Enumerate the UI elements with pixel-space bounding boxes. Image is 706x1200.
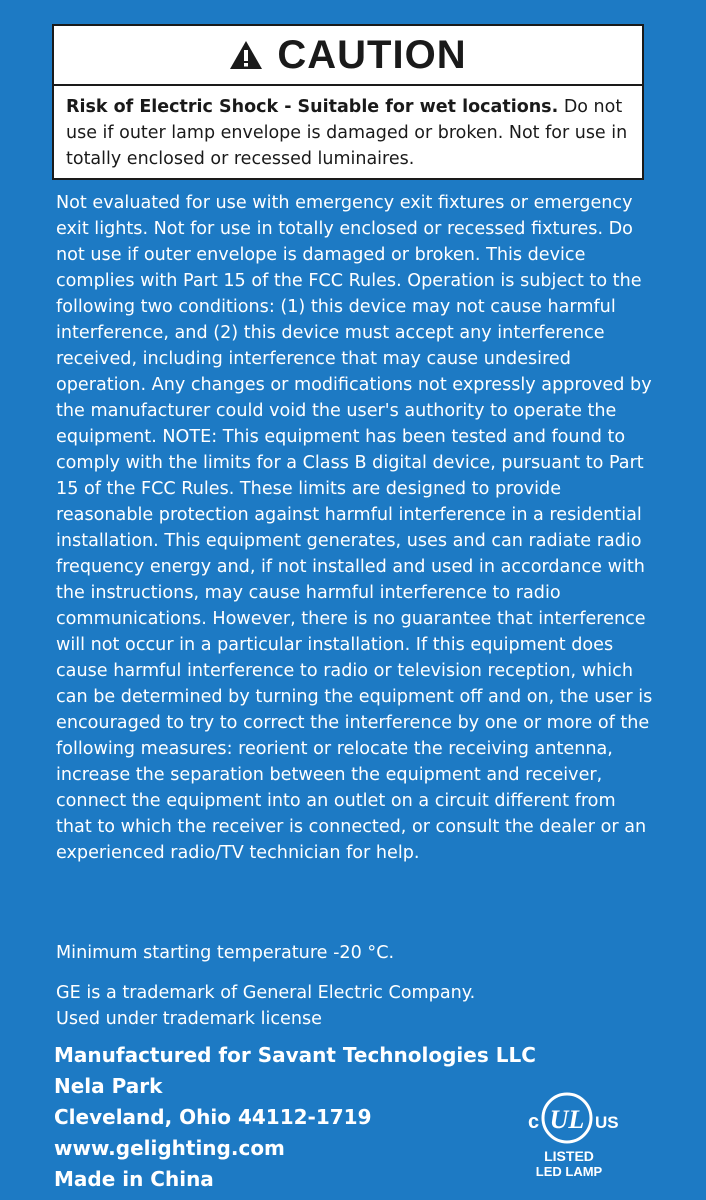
caution-body (54, 86, 642, 172)
ul-listed-label: LISTED (544, 1148, 594, 1164)
caution-box (52, 24, 644, 180)
caution-rest: Do not use if outer lamp envelope is damaged or broken. Not for use in totally enclosed or recessed luminaires. (66, 97, 628, 169)
trademark-line-2: Used under trademark license (56, 1009, 323, 1029)
address-line-1: Manufactured for Savant Technologies LLC (54, 1043, 536, 1067)
caution-title: CAUTION (277, 33, 467, 77)
ul-logo-icon (512, 1088, 622, 1148)
ul-led-lamp-label: LED LAMP (535, 1164, 603, 1179)
caution-lead: Risk of Electric Shock - Suitable for wet locations. (66, 97, 559, 117)
ul-listed-mark (512, 1088, 622, 1180)
fcc-notice-text: Not evaluated for use with emergency exit fixtures or emergency exit lights. Not for use in totally enclosed or recessed fixtures. Do not use if outer envelope is damaged or broken. This device complies with Part 15 of the FCC Rules. Operation is subject to the following two conditions: (1) this device may not cause harmful interference, and (2) this device must accept any interference received, including interference that may cause undesired operation. Any changes or modifications not expressly approved by the manufacturer could void the user's authority to operate the equipment. NOTE: This equipment has been tested and found to comply with the limits for a Class B digital device, pursuant to Part 15 of the FCC Rules. These limits are designed to provide reasonable protection against harmful interference in a residential installation. This equipment generates, uses and can radiate radio frequency energy and, if not installed and used in accordance with the instructions, may cause harmful interference to radio communications. However, there is no guarantee that interference will not occur in a particular installation. If this equipment does cause harmful interference to radio or television reception, which can be determined by turning the equipment off and on, the user is encouraged to try to correct the interference by one or more of the following measures: reorient or relocate the receiving antenna, increase the separation between the equipment and receiver, connect the equipment into an outlet on a circuit different from that to which the receiver is connected, or consult the dealer or an experienced radio/TV technician for help. (56, 193, 653, 863)
address-line-2: Nela Park (54, 1074, 163, 1098)
address-line-3: Cleveland, Ohio 44112-1719 (54, 1105, 372, 1129)
min-temperature-text: Minimum starting temperature -20 °C. (56, 943, 395, 963)
ul-logo-ul: UL (549, 1105, 585, 1134)
origin-text: Made in China (54, 1167, 214, 1191)
warning-triangle-icon (229, 40, 263, 70)
caution-header (54, 26, 642, 86)
ul-logo-c: c (528, 1111, 540, 1133)
website-text: www.gelighting.com (54, 1136, 285, 1160)
manufacturer-address (54, 1040, 536, 1195)
ul-logo-us: US (595, 1113, 619, 1132)
trademark-text (56, 980, 475, 1032)
trademark-line-1: GE is a trademark of General Electric Company. (56, 983, 476, 1003)
